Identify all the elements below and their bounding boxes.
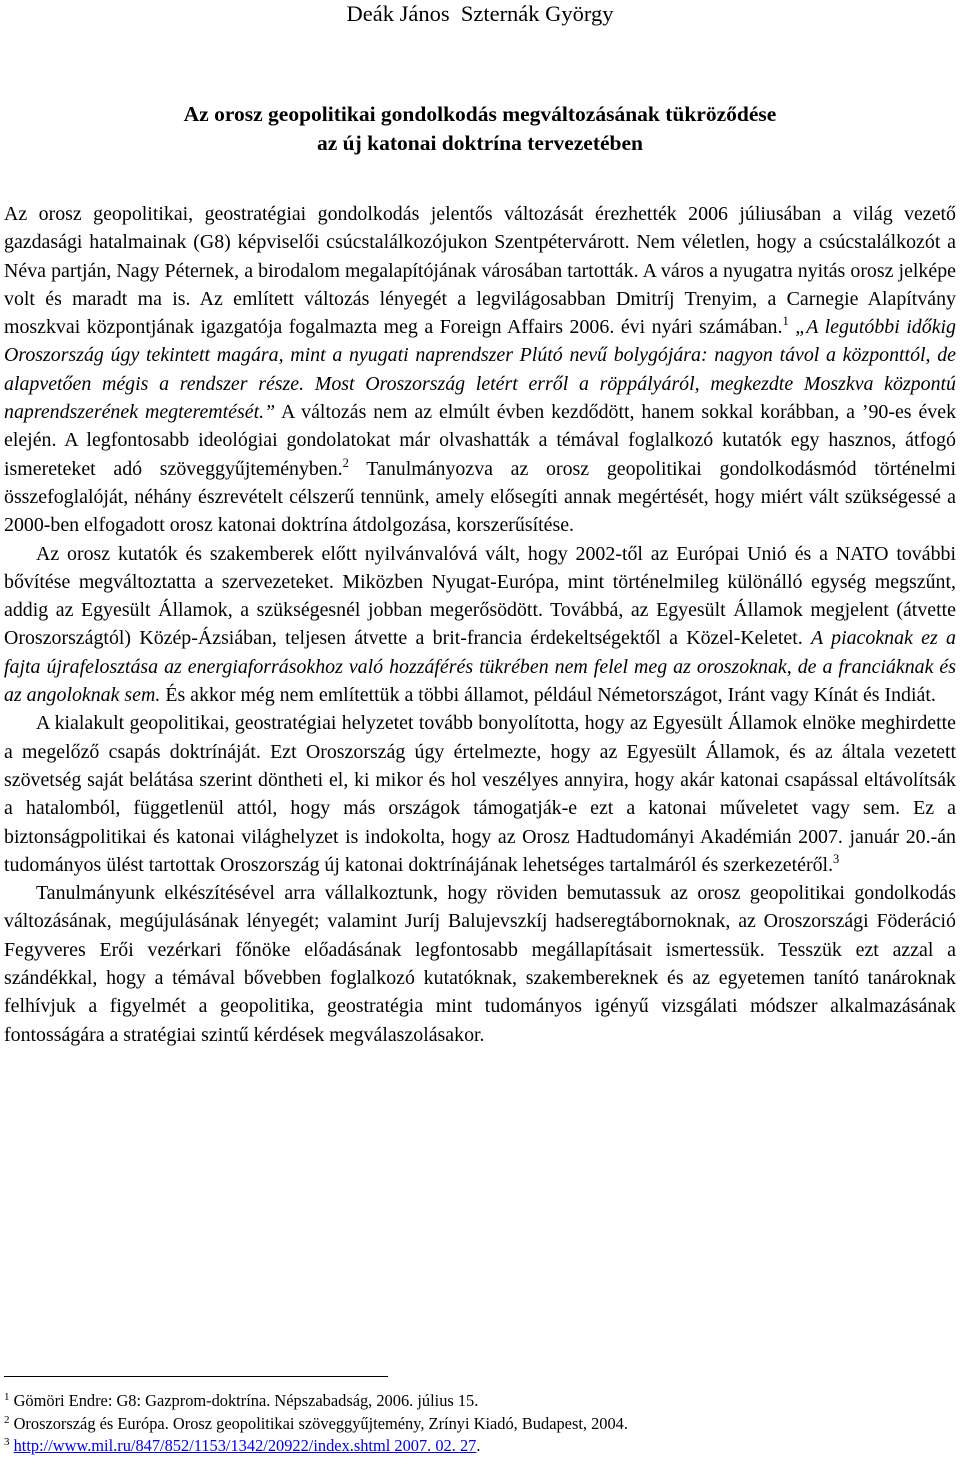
footnote-number: 3 (4, 1436, 10, 1448)
footnote-1 (4, 1390, 956, 1413)
authors-header: Deák János Szternák György (346, 1, 614, 26)
title-line-2: az új katonai doktrína tervezetében (316, 131, 644, 155)
paragraph-1 (4, 200, 956, 540)
footnote-number: 2 (4, 1413, 10, 1426)
footnote-2 (4, 1413, 956, 1436)
paragraph-text: A kialakult geopolitikai, geostratégiai helyzetet tovább bonyolította, hogy az Egyesült Államok elnöke meghirdette a megelőző csapás doktrínáját. Ezt Oroszország úgy értelmezte, hogy az Egyesült Államok, és az általa vezetett szövetség saját belátása szerint döntheti el, ki mikor és hol veszélyes annyira, hogy akár katonai csapással eltávolítsák a hatalomból, függetlenül attól, hogy más országok támogatják-e ezt a katonai műveletet vagy sem. Ez a biztonságpolitikai és katonai világhelyzet is indokolta, hogy az Orosz Hadtudományi Akadémián 2007. január 20.-án tudományos ülést tartottak Oroszország új katonai doktrínájának lehetséges tartalmáról és szerkezetéről. (4, 712, 956, 876)
paragraph-text: Az orosz geopolitikai, geostratégiai gondolkodás jelentős változását érezhették 2006 júliusában a világ vezető gazdasági hatalmainak (G8) képviselői csúcstalálkozójukon Szentpétervárott. Nem véletlen, hogy a csúcstalálkozót a Néva partján, Nagy Péternek, a birodalom megalapítójának városában tartották. A város a nyugatra nyitás orosz jelképe volt és maradt ma is. Az említett változás lényegét a legvilágosabban Dmitríj Trenyim, a Carnegie Alapítvány moszkvai központjának igazgatója fogalmazta meg a Foreign Affairs 2006. évi nyári számában. (4, 203, 956, 339)
footnote-divider (4, 1376, 388, 1377)
paper-title (0, 100, 960, 158)
paragraph-text: A változás nem az elmúlt évben kezdődött, hanem sokkal korábban, a ’90-es évek elején. A legfontosabb ideológiai gondolatokat már olvashatták a témával foglalkozó kutatók egy hasznos, átfogó ismereteket adó szöveggyűjteményben. (4, 401, 957, 480)
footnotes (4, 1390, 956, 1458)
footnote-ref-3[interactable]: 3 (833, 851, 840, 866)
paragraph-3 (4, 709, 956, 879)
footnote-text: Oroszország és Európa. Orosz geopolitikai szöveggyűjtemény, Zrínyi Kiadó, Budapest, 2004. (9, 1413, 628, 1433)
quote-italic: „A legutóbbi időkig Oroszország úgy tekintett magára, mint a nyugati naprendszer Plútó nevű bolygójára: nagyon távol a központtól, de alapvetően mégis a rendszer része. Most Oroszország letért erről a röppályáról, megkezdte Moszkva központú naprendszerének megteremtését.” (4, 316, 956, 424)
paragraph-text: Tanulmányozva az orosz geopolitikai gondolkodásmód történelmi összefoglalóját, néhány észrevételt célszerű tennünk, amely elősegíti annak megértését, hogy miért vált szükségessé a 2000-ben elfogadott orosz katonai doktrína átdolgozása, korszerűsítése. (4, 457, 957, 537)
footnote-text: Gömöri Endre: G8: Gazprom-doktrína. Népszabadság, 2006. július 15. (9, 1391, 479, 1410)
footnote-3 (4, 1435, 956, 1458)
body-text (4, 200, 956, 1049)
footnote-ref-1[interactable]: 1 (782, 314, 789, 329)
footnote-number: 1 (4, 1391, 10, 1403)
emphasis-italic: A piacoknak ez a fajta újrafelosztása az energiaforrásokhoz való hozzáférés tükrében nem felel meg az oroszoknak, de a franciáknak és az angoloknak sem. (4, 627, 956, 707)
paragraph-text: Tanulmányunk elkészítésével arra vállalkoztunk, hogy röviden bemutassuk az orosz geopolitikai gondolkodás változásának, megújulásának lényegét; valamint Juríj Balujevszkíj hadseregtábornoknak, az Oroszországi Föderáció Fegyveres Erői vezérkari főnöke előadásának legfontosabb megállapításait ismertessük. Tesszük ezt azzal a szándékkal, hogy a témával bővebben foglalkozó kutatóknak, szakembereknek és az egyetemen tanító tanároknak felhívjuk a figyelmét a geopolitika, geostratégia mint tudományos igényű vizsgálati módszer alkalmazásának fontosságára a stratégiai szintű kérdések megválaszolásakor. (4, 882, 956, 1046)
paragraph-2 (4, 540, 956, 710)
title-line-1: Az orosz geopolitikai gondolkodás megváltozásának tükröződése (183, 102, 777, 126)
footnote-link[interactable]: http://www.mil.ru/847/852/1153/1342/20922/index.shtml 2007. 02. 27 (13, 1436, 477, 1455)
paragraph-4 (4, 879, 956, 1049)
footnote-text: . (476, 1436, 481, 1455)
footnote-ref-2[interactable]: 2 (342, 455, 349, 470)
paragraph-text: És akkor még nem említettük a többi államot, például Németországot, Iránt vagy Kínát és Indiát. (160, 684, 936, 707)
paragraph-text: Az orosz kutatók és szakemberek előtt nyilvánvalóvá vált, hogy 2002-től az Európai Unió és a NATO további bővítése megváltoztatta a szervezeteket. Miközben Nyugat-Európa, mint történelmileg különálló egység megszűnt, addig az Egyesült Államok, a szükségesnél jobban megerősödött. Továbbá, az Egyesült Államok megjelent (átvette Oroszországtól) Közép-Ázsiában, teljesen átvette a brit-francia érdekeltségektől a Közel-Keletet. (4, 542, 956, 650)
